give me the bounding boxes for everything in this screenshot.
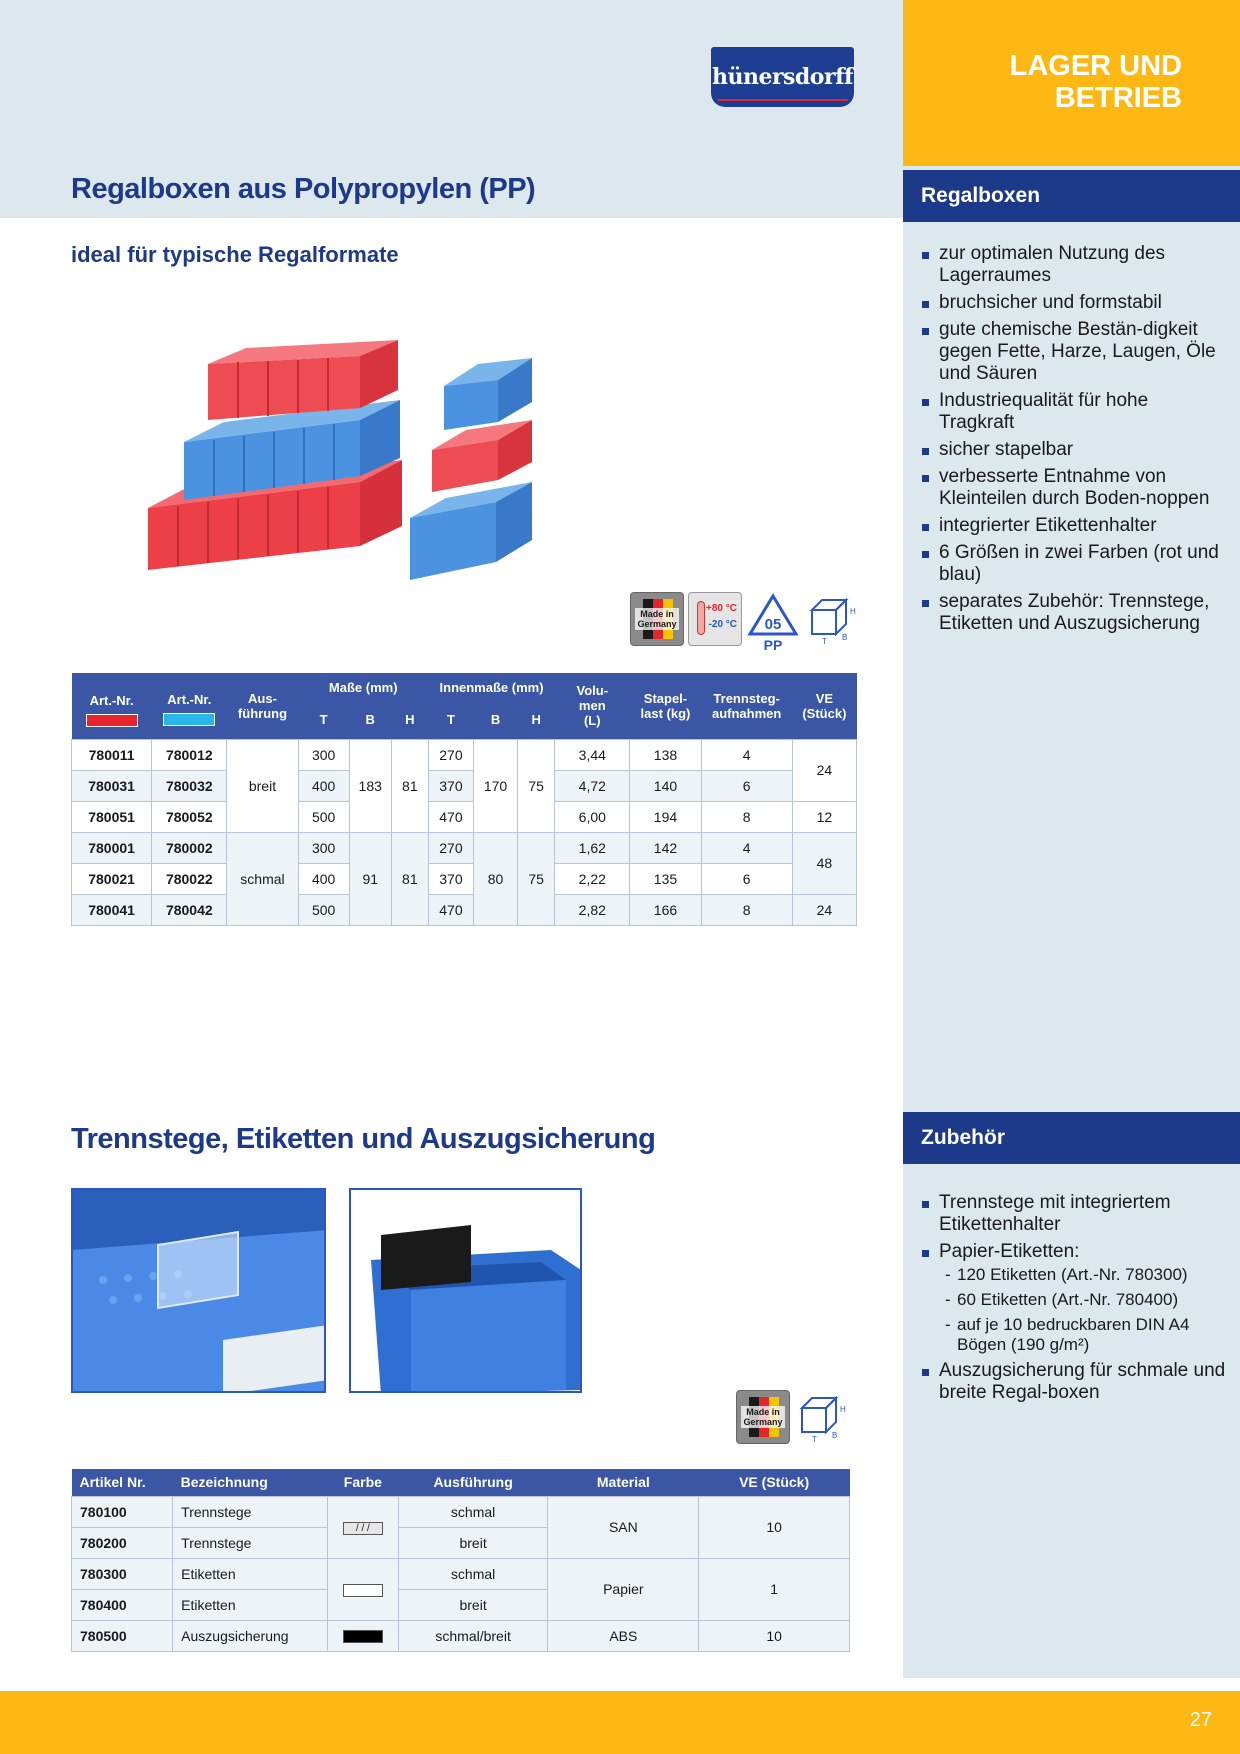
box-dimensions-icon xyxy=(794,1390,848,1444)
svg-text:T: T xyxy=(822,637,827,646)
list-item: 6 Größen in zwei Farben (rot und blau) xyxy=(918,542,1228,586)
accessories-table xyxy=(71,1469,850,1652)
page-subtitle: ideal für typische Regalformate xyxy=(71,242,399,267)
black-color-chip xyxy=(343,1630,383,1643)
product-image xyxy=(148,330,578,600)
col-bi: B xyxy=(473,701,517,739)
col-ausfuehrung: Ausführung xyxy=(398,1469,548,1496)
certification-icons xyxy=(630,592,858,652)
sidebar-title-regalboxen: Regalboxen xyxy=(903,170,1240,222)
table-row: 780100 Trennstege / / / schmal SAN 10 xyxy=(72,1496,850,1527)
red-color-swatch xyxy=(86,714,138,727)
sub-list-item: - auf je 10 bedruckbaren DIN A4 Bögen (190 g/m²) xyxy=(945,1315,1228,1355)
list-item: Papier-Etiketten: - 120 Etiketten (Art.-Nr. 780300) - 60 Etiketten (Art.-Nr. 780400) - auf je 10 bedruckbaren DIN A4 Bögen (190 g/m²) xyxy=(918,1241,1228,1355)
svg-text:H: H xyxy=(840,1405,846,1414)
blue-box-right-top xyxy=(444,358,532,430)
col-hi: H xyxy=(518,701,555,739)
red-box-right-middle xyxy=(432,420,532,492)
table-row: 780051 780052 500 470 6,00 194 8 12 xyxy=(72,801,857,832)
col-stapellast: Stapel- last (kg) xyxy=(630,673,701,739)
table-row: 780031 780032 400 370 4,72 140 6 xyxy=(72,770,857,801)
blue-box-right-bottom xyxy=(410,482,532,580)
col-ausfuehrung: Aus- führung xyxy=(227,673,298,739)
col-bezeichnung: Bezeichnung xyxy=(173,1469,328,1496)
sub-list-item: - 120 Etiketten (Art.-Nr. 780300) xyxy=(945,1265,1228,1285)
col-material: Material xyxy=(548,1469,699,1496)
col-ve: VE (Stück) xyxy=(699,1469,850,1496)
blue-color-swatch xyxy=(163,713,215,726)
svg-text:T: T xyxy=(812,1435,817,1444)
col-ti: T xyxy=(428,701,473,739)
made-in-germany-icon: Made in Germany xyxy=(630,592,684,646)
accessories-list xyxy=(918,1192,1228,1409)
col-h: H xyxy=(391,701,428,739)
list-item: Industriequalität für hohe Tragkraft xyxy=(918,390,1228,434)
temperature-range-icon: +80 °C -20 °C xyxy=(688,592,742,646)
list-item: separates Zubehör: Trennstege, Etiketten und Auszugsicherung xyxy=(918,591,1228,635)
transparent-color-chip: / / / xyxy=(343,1522,383,1535)
table-row: 780200 Trennstege breit xyxy=(72,1527,850,1558)
divider-photo xyxy=(71,1188,326,1393)
table-row: 780041 780042 500 470 2,82 166 8 24 xyxy=(72,894,857,925)
col-b: B xyxy=(349,701,391,739)
box-dimensions-icon xyxy=(804,592,858,646)
list-item: integrierter Etikettenhalter xyxy=(918,515,1228,537)
svg-text:05: 05 xyxy=(764,616,782,633)
table-row: 780300 Etiketten schmal Papier 1 xyxy=(72,1558,850,1589)
list-item: verbesserte Entnahme von Kleinteilen durch Boden-noppen xyxy=(918,466,1228,510)
list-item: sicher stapelbar xyxy=(918,439,1228,461)
page-footer xyxy=(0,1691,1240,1754)
section-header xyxy=(903,0,1240,166)
sub-list-item: - 60 Etiketten (Art.-Nr. 780400) xyxy=(945,1290,1228,1310)
col-art-nr-blue: Art.-Nr. xyxy=(152,673,227,739)
sidebar-title-zubehoer: Zubehör xyxy=(903,1112,1240,1164)
product-table xyxy=(71,673,857,926)
col-volumen: Volu- men (L) xyxy=(555,673,630,739)
white-color-chip xyxy=(343,1584,383,1597)
brand-logo: hünersdorff xyxy=(711,47,854,107)
col-artikel-nr: Artikel Nr. xyxy=(72,1469,173,1496)
list-item: Auszugsicherung für schmale und breite Regal-boxen xyxy=(918,1360,1228,1404)
col-farbe: Farbe xyxy=(327,1469,398,1496)
table-row: 780400 Etiketten breit xyxy=(72,1589,850,1620)
svg-text:B: B xyxy=(832,1431,838,1440)
feature-list xyxy=(918,243,1228,640)
pull-out-stop-photo xyxy=(349,1188,582,1393)
label-sub-list xyxy=(945,1265,1228,1355)
table-row: 780011 780012 breit 300 183 81 270 170 75 3,44 138 4 24 xyxy=(72,739,857,770)
col-masse: Maße (mm) xyxy=(298,673,428,701)
col-innenmasse: Innenmaße (mm) xyxy=(428,673,554,701)
page-title: Regalboxen aus Polypropylen (PP) xyxy=(71,173,536,205)
svg-text:PP: PP xyxy=(763,637,783,652)
col-t: T xyxy=(298,701,349,739)
col-ve: VE (Stück) xyxy=(792,673,856,739)
made-in-germany-icon: Made in Germany xyxy=(736,1390,790,1444)
list-item: Trennstege mit integriertem Etikettenhalter xyxy=(918,1192,1228,1236)
accessory-certification-icons xyxy=(736,1390,848,1444)
recycling-pp-icon xyxy=(746,592,800,652)
list-item: bruchsicher und formstabil xyxy=(918,292,1228,314)
col-trennsteg: Trennsteg- aufnahmen xyxy=(701,673,792,739)
table-row: 780001 780002 schmal 300 91 81 270 80 75 1,62 142 4 48 xyxy=(72,832,857,863)
accessories-title: Trennstege, Etiketten und Auszugsicherung xyxy=(71,1123,656,1155)
section-title: LAGER UND BETRIEB xyxy=(1009,50,1182,114)
svg-text:H: H xyxy=(850,607,856,616)
col-art-nr-red: Art.-Nr. xyxy=(72,673,152,739)
list-item: zur optimalen Nutzung des Lagerraumes xyxy=(918,243,1228,287)
list-item: gute chemische Bestän-digkeit gegen Fette, Harze, Laugen, Öle und Säuren xyxy=(918,319,1228,385)
table-row: 780500 Auszugsicherung schmal/breit ABS 10 xyxy=(72,1620,850,1651)
table-row: 780021 780022 400 370 2,22 135 6 xyxy=(72,863,857,894)
svg-text:B: B xyxy=(842,633,848,642)
page-number: 27 xyxy=(1189,1709,1212,1731)
